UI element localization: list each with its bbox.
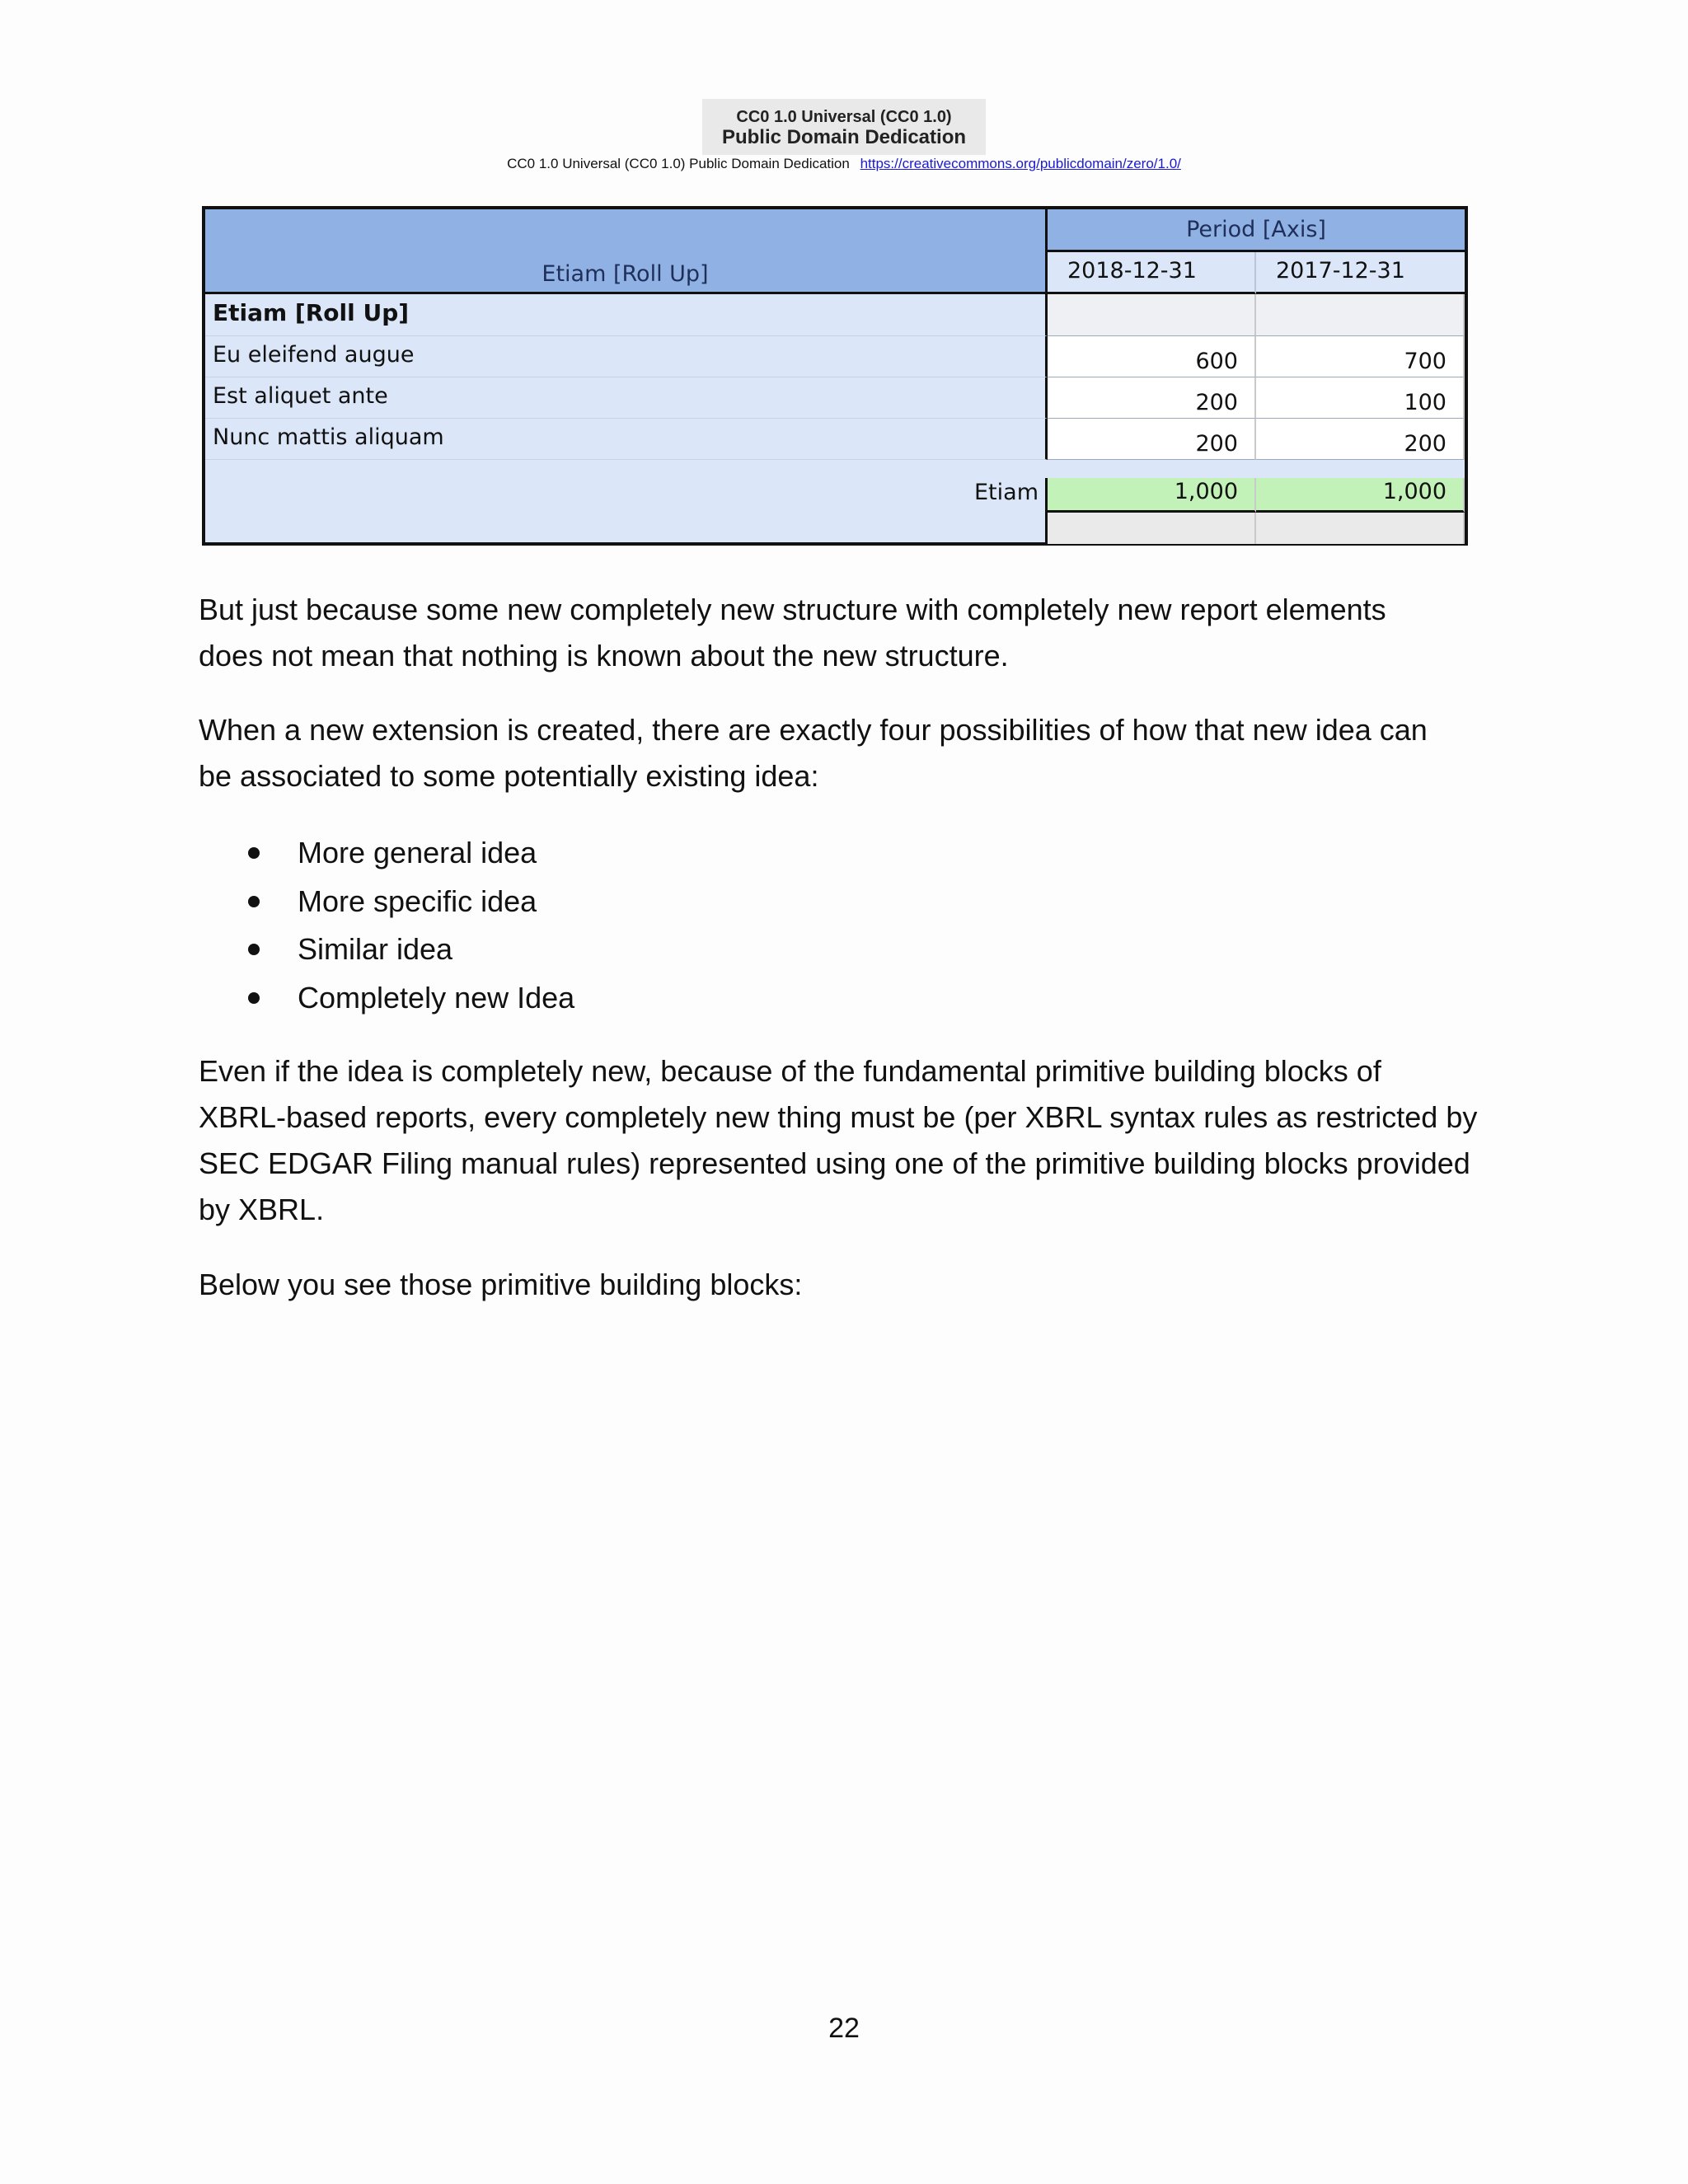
bullet-list	[199, 829, 1353, 1023]
list-item	[199, 829, 1353, 878]
bullet-icon	[248, 944, 260, 955]
list-item	[199, 878, 1353, 926]
row-label: Est aliquet ante	[205, 377, 1048, 419]
row-value: 200	[1048, 377, 1256, 419]
period-header-2: 2017-12-31	[1256, 252, 1465, 294]
row-header-cell	[205, 209, 1048, 294]
list-item-text: Completely new Idea	[298, 981, 575, 1015]
logo-line-2: Public Domain Dedication	[721, 126, 967, 148]
total-value: 1,000	[1048, 478, 1256, 513]
page-number: 22	[828, 2013, 860, 2044]
bullet-icon	[248, 847, 260, 859]
row-value: 600	[1048, 336, 1256, 377]
paragraph-line: be associated to some potentially existing idea:	[199, 759, 819, 793]
bullet-icon	[248, 992, 260, 1004]
paragraph-2	[199, 707, 1517, 799]
paragraph-line: by XBRL.	[199, 1193, 325, 1226]
paragraph-line: But just because some new completely new structure with completely new report elements	[199, 593, 1386, 626]
row-value: 100	[1256, 377, 1465, 419]
list-item	[199, 926, 1353, 974]
list-item	[199, 974, 1353, 1023]
license-text: CC0 1.0 Universal (CC0 1.0) Public Domain Dedication	[507, 156, 850, 171]
list-item-text: More general idea	[298, 836, 537, 869]
paragraph-3	[199, 1048, 1517, 1233]
total-value: 1,000	[1256, 478, 1465, 513]
license-caption	[0, 155, 1688, 173]
period-header-1: 2018-12-31	[1048, 252, 1256, 294]
footer-cell	[1256, 513, 1465, 544]
report-table	[202, 206, 1468, 546]
paragraph-4: Below you see those primitive building blocks:	[199, 1268, 803, 1301]
row-value: 200	[1256, 419, 1465, 460]
row-label: Eu eleifend augue	[205, 336, 1048, 377]
list-item-text: Similar idea	[298, 932, 453, 967]
total-label: Etiam	[205, 478, 1048, 544]
paragraph-line: When a new extension is created, there are exactly four possibilities of how that new idea can	[199, 713, 1428, 747]
row-header-label: Etiam [Roll Up]	[542, 261, 709, 287]
bullet-icon	[248, 896, 260, 907]
license-link[interactable]: https://creativecommons.org/publicdomain/zero/1.0/	[860, 156, 1181, 171]
section-label: Etiam [Roll Up]	[205, 294, 1048, 336]
paragraph-line: does not mean that nothing is known about the new structure.	[199, 639, 1009, 673]
paragraph-line: XBRL-based reports, every completely new thing must be (per XBRL syntax rules as restricted by	[199, 1100, 1478, 1134]
row-value: 700	[1256, 336, 1465, 377]
section-value-2	[1256, 294, 1465, 336]
row-value: 200	[1048, 419, 1256, 460]
paragraph-1	[199, 587, 1517, 679]
list-item-text: More specific idea	[298, 883, 537, 918]
footer-cell	[1048, 513, 1256, 544]
section-value-1	[1048, 294, 1256, 336]
paragraph-line: Even if the idea is completely new, because of the fundamental primitive building blocks of	[199, 1054, 1381, 1088]
cc0-license-logo	[702, 99, 986, 155]
row-label: Nunc mattis aliquam	[205, 419, 1048, 460]
paragraph-line: SEC EDGAR Filing manual rules) represented using one of the primitive building blocks provided	[199, 1146, 1470, 1180]
column-axis-header: Period [Axis]	[1048, 209, 1465, 252]
logo-line-1: CC0 1.0 Universal (CC0 1.0)	[736, 108, 952, 126]
